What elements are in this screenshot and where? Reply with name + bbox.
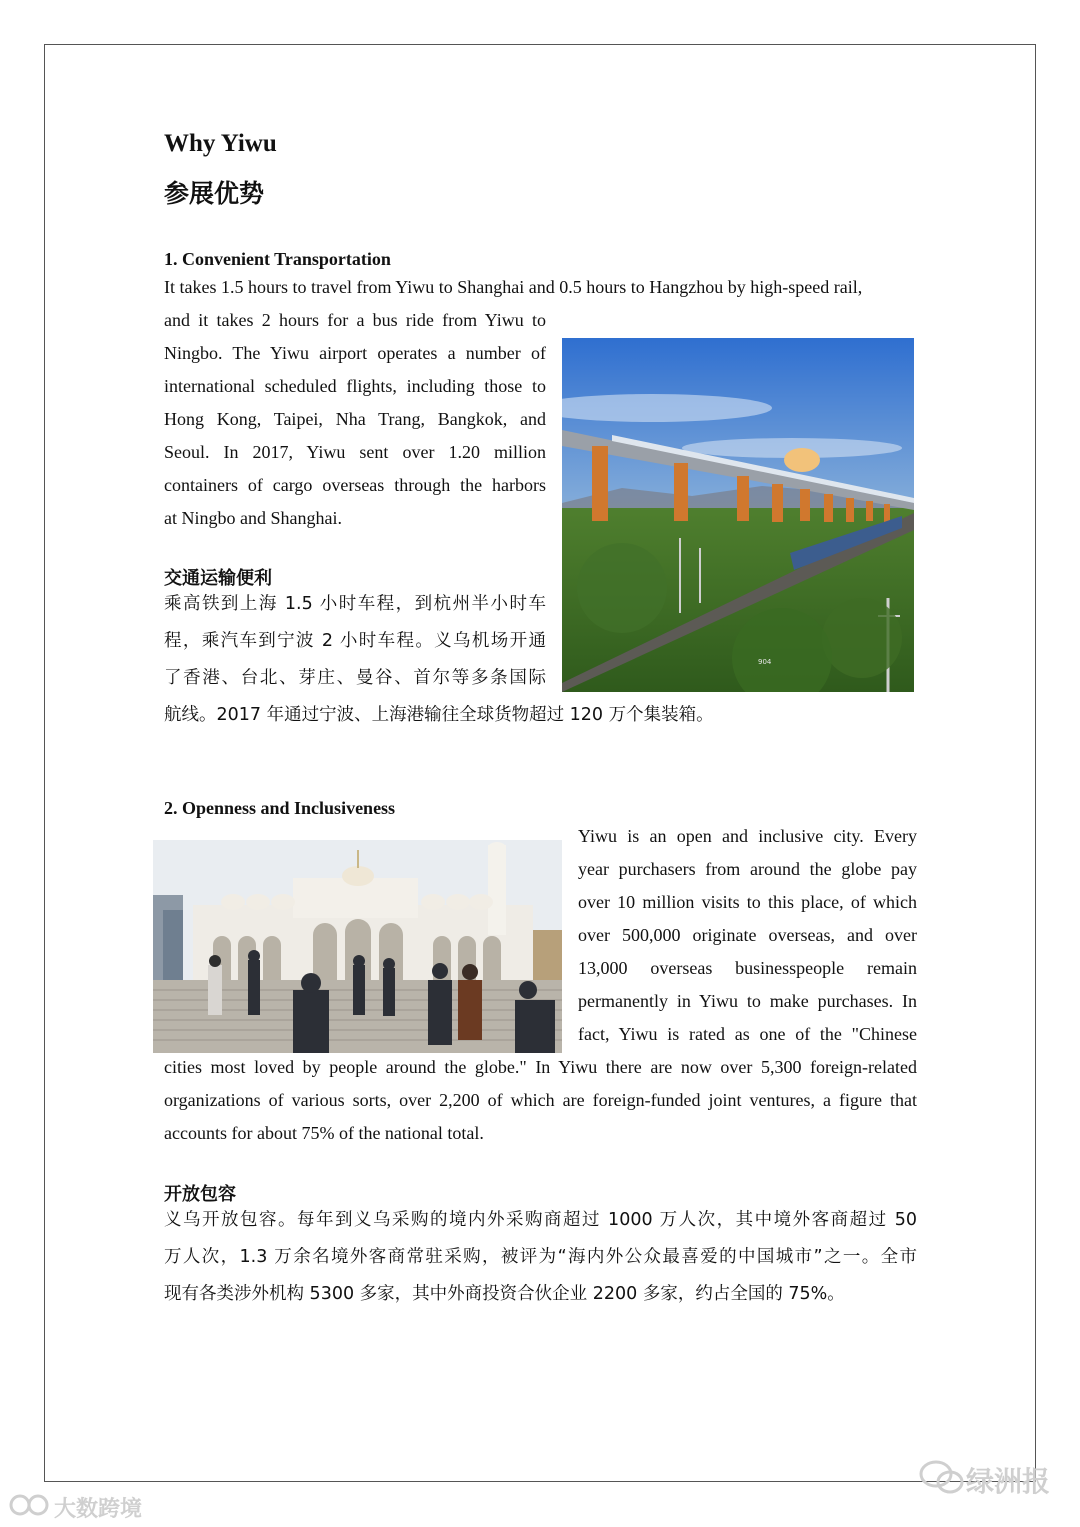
page-title: Why Yiwu bbox=[164, 130, 277, 157]
section-heading-transportation: 1. Convenient Transportation bbox=[164, 249, 391, 269]
paragraph-line: international scheduled flights, including those to bbox=[164, 376, 546, 396]
paragraph-line: over 500,000 originate overseas, and over bbox=[578, 925, 917, 945]
paragraph-line: Hong Kong, Taipei, Nha Trang, Bangkok, and bbox=[164, 409, 546, 429]
high-speed-rail-photo bbox=[562, 338, 914, 692]
paragraph-line-chinese: 现有各类涉外机构 5300 多家，其中外商投资合伙企业 2200 多家，约占全国的 75%。 bbox=[164, 1284, 845, 1304]
mosque-photo bbox=[153, 840, 562, 1053]
paragraph-line-chinese: 义乌开放包容。每年到义乌采购的境内外采购商超过 1000 万人次，其中境外客商超过 50 bbox=[164, 1210, 917, 1230]
paragraph-line: over 10 million visits to this place, of which bbox=[578, 892, 917, 912]
paragraph-line: permanently in Yiwu to make purchases. In bbox=[578, 991, 917, 1011]
paragraph-line: containers of cargo overseas through the harbors bbox=[164, 475, 546, 495]
watermark-right: 绿洲报 bbox=[966, 1465, 1051, 1498]
photo-caption: 904 bbox=[758, 658, 772, 666]
paragraph-line: Seoul. In 2017, Yiwu sent over 1.20 million bbox=[164, 442, 546, 462]
paragraph-line: Yiwu is an open and inclusive city. Every bbox=[578, 826, 917, 846]
paragraph-line: organizations of various sorts, over 2,200 of which are foreign-funded joint ventures, a figure that bbox=[164, 1090, 917, 1110]
paragraph-line: accounts for about 75% of the national total. bbox=[164, 1123, 484, 1143]
paragraph-line-chinese: 程，乘汽车到宁波 2 小时车程。义乌机场开通 bbox=[164, 631, 546, 651]
paragraph-line-chinese: 航线。2017 年通过宁波、上海港输往全球货物超过 120 万个集装箱。 bbox=[164, 705, 714, 725]
paragraph-line: cities most loved by people around the globe." In Yiwu there are now over 5,300 foreign-related bbox=[164, 1057, 917, 1077]
section-heading-transportation-chinese: 交通运输便利 bbox=[164, 568, 272, 589]
paragraph-line-chinese: 了香港、台北、芽庄、曼谷、首尔等多条国际 bbox=[164, 668, 546, 688]
section-heading-openness-chinese: 开放包容 bbox=[164, 1184, 236, 1205]
page-title-chinese: 参展优势 bbox=[164, 179, 265, 208]
wechat-icon bbox=[918, 1458, 966, 1503]
paragraph-line: at Ningbo and Shanghai. bbox=[164, 508, 342, 528]
paragraph-line: Ningbo. The Yiwu airport operates a number of bbox=[164, 343, 546, 363]
watermark-left: 大数跨境 bbox=[54, 1497, 143, 1522]
paragraph-line-chinese: 万人次，1.3 万余名境外客商常驻采购，被评为“海内外公众最喜爱的中国城市”之一。全市 bbox=[164, 1247, 917, 1267]
watermark-logo-left bbox=[8, 1492, 52, 1523]
watermark-icon bbox=[8, 1492, 52, 1518]
paragraph-line: fact, Yiwu is rated as one of the "Chinese bbox=[578, 1024, 917, 1044]
paragraph-line: year purchasers from around the globe pay bbox=[578, 859, 917, 879]
paragraph-line: and it takes 2 hours for a bus ride from Yiwu to bbox=[164, 310, 546, 330]
paragraph-line: It takes 1.5 hours to travel from Yiwu to Shanghai and 0.5 hours to Hangzhou by high-speed rail, bbox=[164, 277, 863, 297]
paragraph-line-chinese: 乘高铁到上海 1.5 小时车程，到杭州半小时车 bbox=[164, 594, 546, 614]
paragraph-line: 13,000 overseas businesspeople remain bbox=[578, 958, 917, 978]
section-heading-openness: 2. Openness and Inclusiveness bbox=[164, 798, 396, 818]
